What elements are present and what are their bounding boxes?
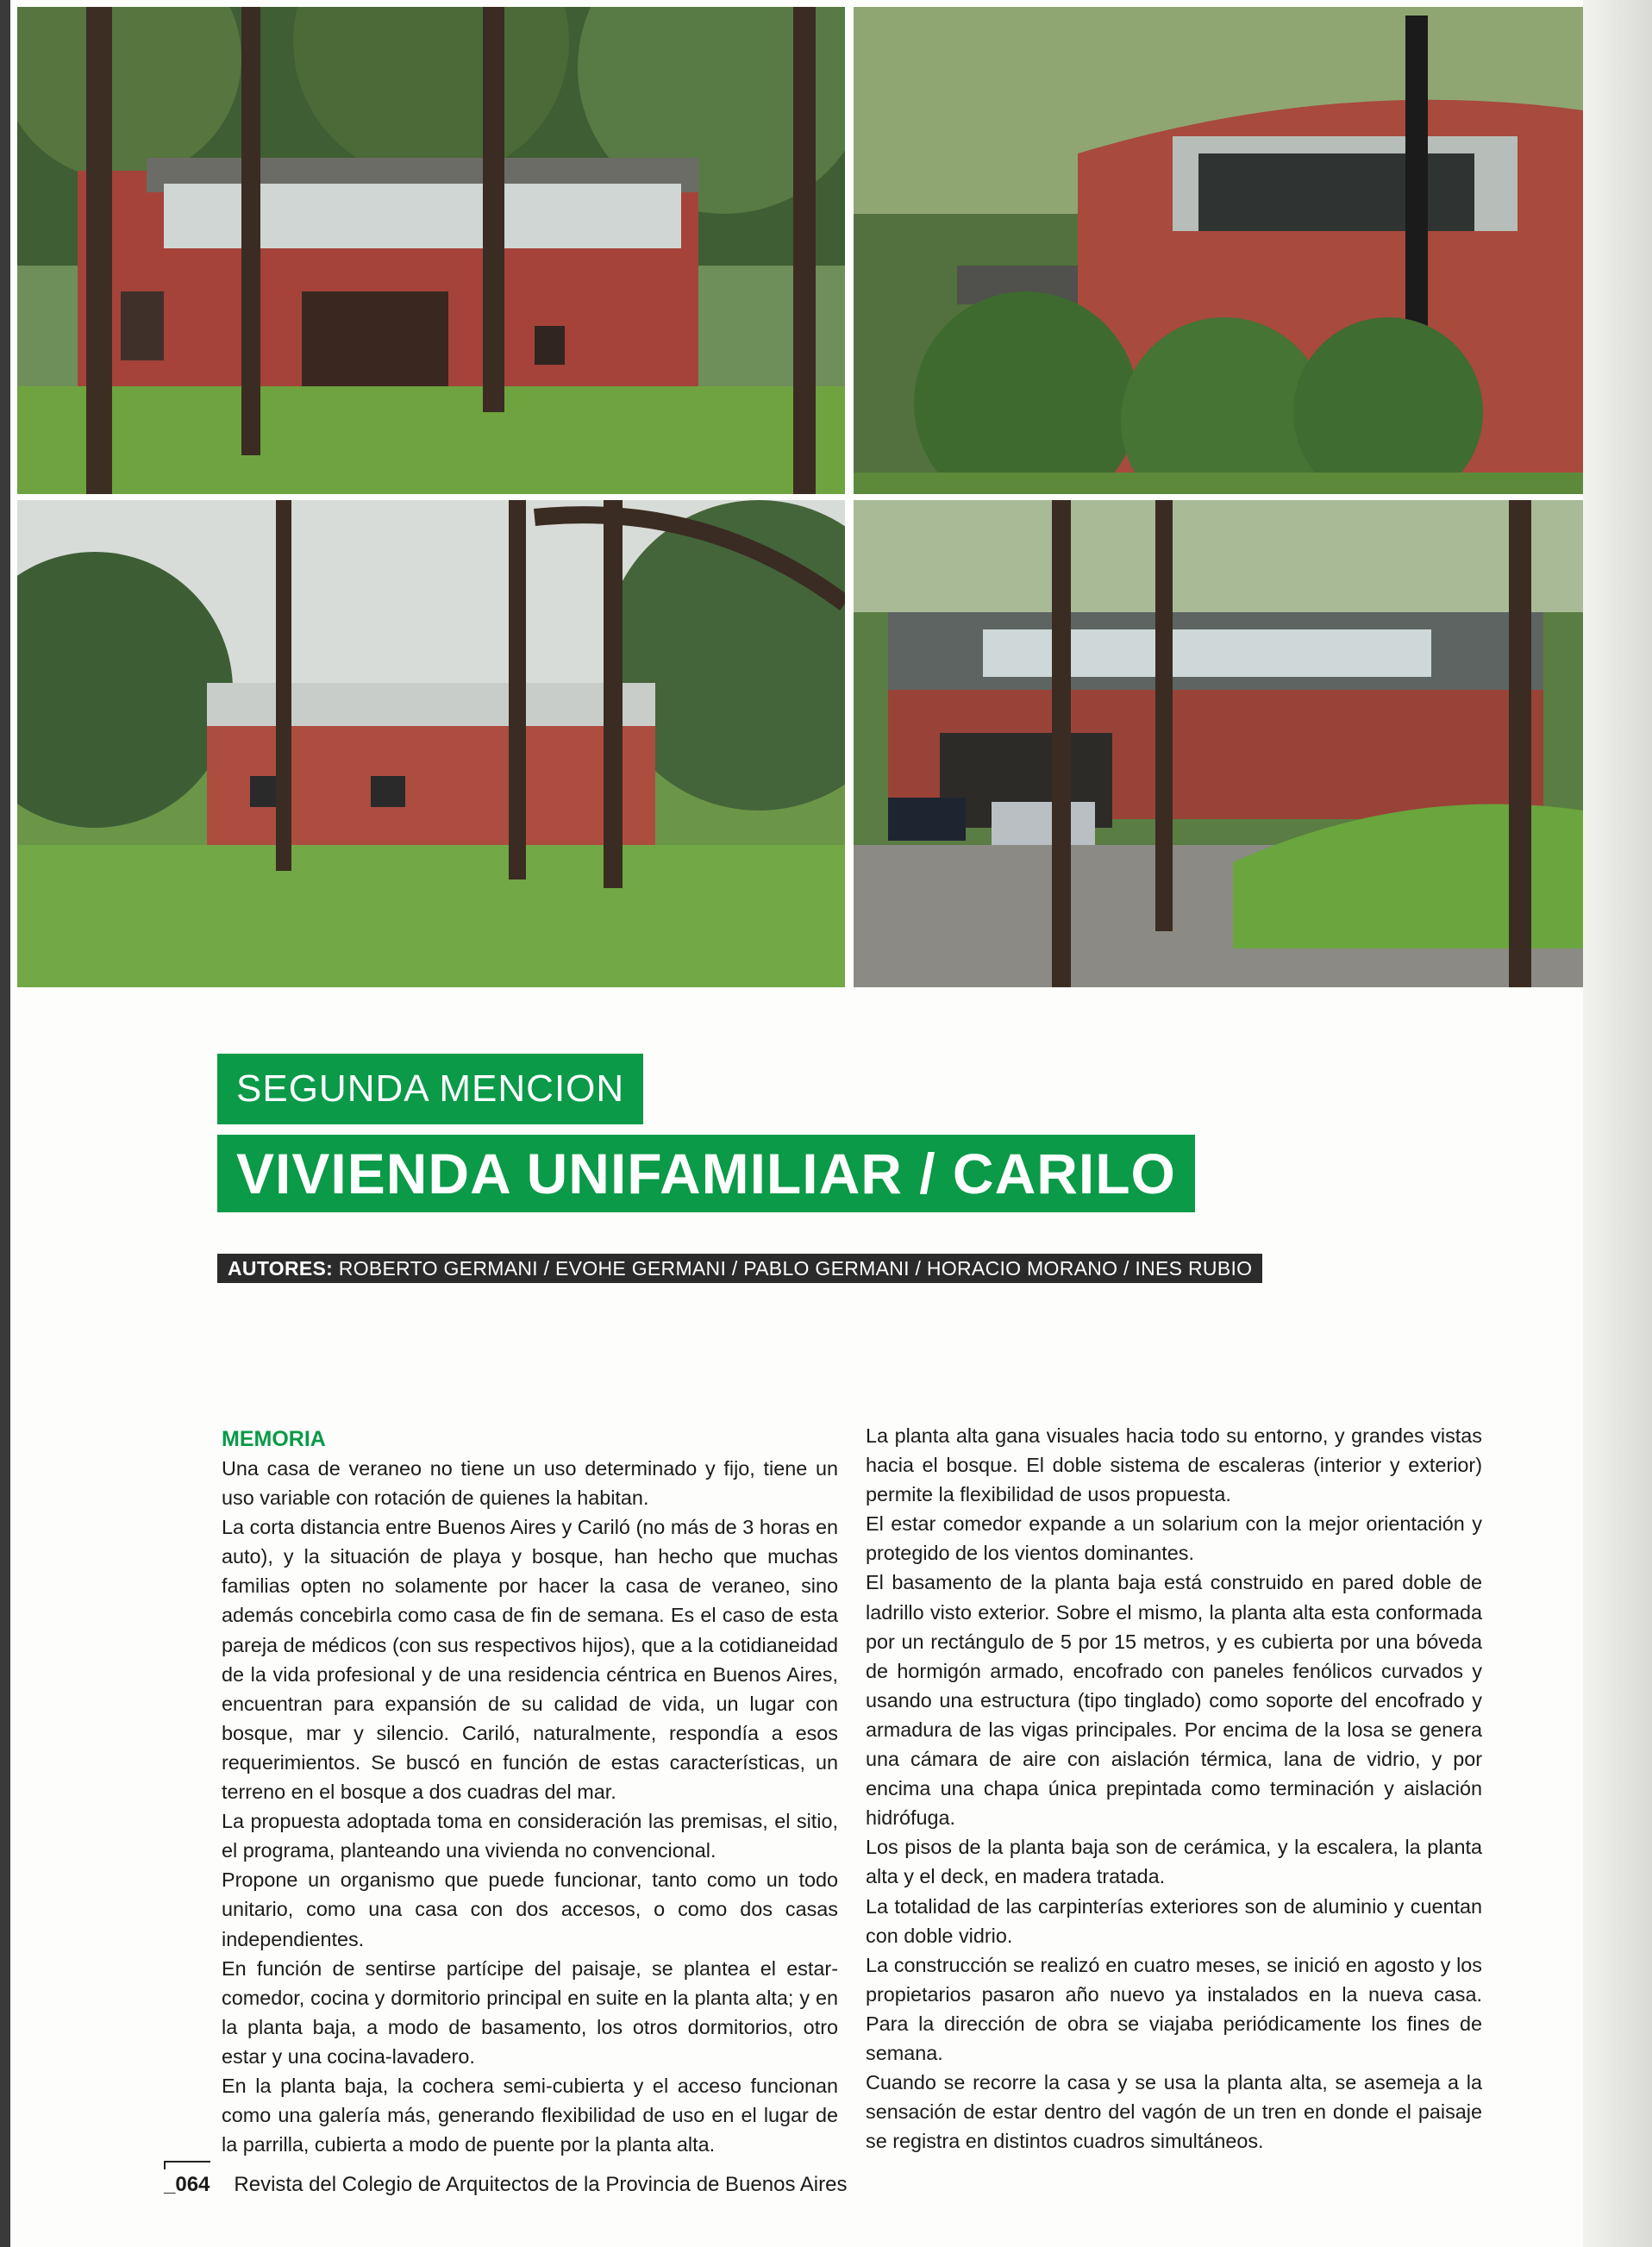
binding-edge xyxy=(0,0,10,2247)
paragraph: La planta alta gana visuales hacia todo su entorno, y grandes vistas hacia el bosque. El doble sistema de escaleras (interior y exterior) permite la flexibilidad de usos propuesta. xyxy=(866,1424,1482,1506)
paragraph: Cuando se recorre la casa y se usa la planta alta, se asemeja a la sensación de estar dentro del vagón de un tren en donde el paisaje se registra en distintos cuadros simultáneos. xyxy=(866,2071,1482,2153)
text-column-left xyxy=(222,1424,838,2159)
page-number: _064 xyxy=(164,2173,210,2196)
authors-bar xyxy=(217,1254,1262,1283)
page-title: VIVIENDA UNIFAMILIAR / CARILO xyxy=(217,1135,1195,1212)
footer-rule xyxy=(164,2161,210,2163)
house-side-photo xyxy=(854,7,1583,494)
paragraph: La corta distancia entre Buenos Aires y Cariló (no más de 3 horas en auto), y la situación de playa y bosque, han hecho que muchas familias opten no solamente por hacer la casa de veraneo, sino además concebirla como casa de fin de semana. Es el caso de esta pareja de médicos (con sus respectivos hijos), que a la cotidianeidad de la vida profesional y de una residencia céntrica en Buenos Aires, encuentran para expansión de su calidad de vida, un lugar con bosque, mar y silencio. Cariló, naturalmente, respondía a esos requerimientos. Se buscó en función de estas características, un terreno en el bosque a dos cuadras del mar. xyxy=(222,1516,838,1804)
house-distant-photo xyxy=(17,500,845,987)
paragraph: La construcción se realizó en cuatro meses, se inició en agosto y los propietarios pasaron año nuevo ya instalados en la nueva casa. Para la dirección de obra se viajaba periódicamente los fines de semana. xyxy=(866,1953,1482,2064)
paragraph: Propone un organismo que puede funcionar, tanto como un todo unitario, como una casa con dos accesos, o como dos casas independientes. xyxy=(222,1868,838,1950)
paragraph: La propuesta adoptada toma en consideración las premisas, el sitio, el programa, planteando una vivienda no convencional. xyxy=(222,1810,838,1862)
paragraph: En función de sentirse partícipe del paisaje, se plantea el estar-comedor, cocina y dormitorio principal en suite en la planta alta; y en la planta baja, a modo de basamento, los otros dormitorios, otro estar y una cocina-lavadero. xyxy=(222,1956,838,2068)
authors-names: ROBERTO GERMANI / EVOHE GERMANI / PABLO GERMANI / HORACIO MORANO / INES RUBIO xyxy=(333,1257,1253,1280)
paragraph: En la planta baja, la cochera semi-cubierta y el acceso funcionan como una galería más, generando flexibilidad de uso en el lugar de la parrilla, cubierta a modo de puente por la planta alta. xyxy=(222,2074,838,2156)
paragraph: Los pisos de la planta baja son de cerámica, y la escalera, la planta alta y el deck, en madera tratada. xyxy=(866,1836,1482,1888)
text-column-right xyxy=(866,1421,1482,2156)
footer-rule-tick xyxy=(164,2161,166,2169)
paragraph: Una casa de veraneo no tiene un uso determinado y fijo, tiene un uso variable con rotación de quienes la habitan. xyxy=(222,1457,838,1510)
publication-name: Revista del Colegio de Arquitectos de la Provincia de Buenos Aires xyxy=(234,2173,848,2196)
paragraph: El basamento de la planta baja está construido en pared doble de ladrillo visto exterior. Sobre el mismo, la planta alta esta conformada por un rectángulo de 5 por 15 metros, y es cubierta por una bóveda de hormigón armado, encofrado con paneles fenólicos curvados y usando una estructura (tipo tinglado) como soporte del encofrado y armadura de las vigas principales. Por encima de la losa se genera una cámara de aire con aislación térmica, lana de vidrio, y por encima una chapa única prepintada como terminación y aislación hidrófuga. xyxy=(866,1571,1482,1830)
house-garage-photo xyxy=(854,500,1583,987)
authors-label: AUTORES: xyxy=(228,1257,334,1280)
paragraph: La totalidad de las carpinterías exteriores son de aluminio y cuentan con doble vidrio. xyxy=(866,1894,1482,1947)
house-front-photo xyxy=(17,7,845,494)
page-footer xyxy=(164,2173,847,2197)
mention-label: SEGUNDA MENCION xyxy=(217,1054,643,1124)
paragraph: El estar comedor expande a un solarium con la mejor orientación y protegido de los vientos dominantes. xyxy=(866,1512,1482,1565)
page-gutter-shadow xyxy=(1583,0,1652,2247)
section-heading-memoria: MEMORIA xyxy=(222,1427,326,1451)
